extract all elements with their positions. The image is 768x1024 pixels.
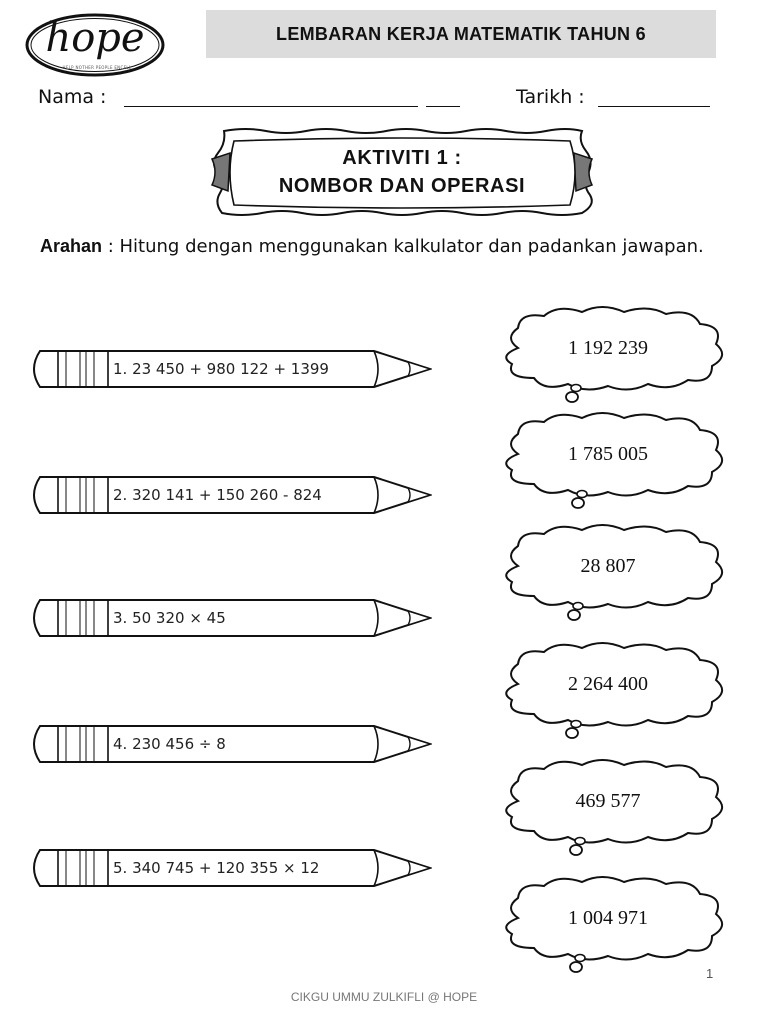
instruction-label: Arahan bbox=[40, 236, 103, 256]
question-4-text: 4. 230 456 ÷ 8 bbox=[113, 735, 226, 753]
question-pencil-2[interactable] bbox=[28, 475, 432, 519]
page-number: 1 bbox=[706, 966, 714, 981]
logo-tagline: HELP NOTHER PEOPLE ENCELL bbox=[62, 65, 132, 70]
logo-wordmark: hope bbox=[45, 15, 145, 61]
question-5-text: 5. 340 745 + 120 355 × 12 bbox=[113, 859, 320, 877]
answer-cloud-2[interactable] bbox=[498, 410, 730, 510]
hope-logo bbox=[24, 12, 166, 78]
date-line[interactable] bbox=[598, 106, 710, 107]
footer-credit: CIKGU UMMU ZULKIFLI @ HOPE bbox=[290, 990, 478, 1004]
worksheet-title: LEMBARAN KERJA MATEMATIK TAHUN 6 bbox=[276, 24, 646, 44]
date-label: Tarikh : bbox=[516, 86, 585, 108]
answer-cloud-4[interactable] bbox=[498, 640, 730, 740]
activity-topic: NOMBOR DAN OPERASI bbox=[278, 175, 526, 197]
question-pencil-3[interactable] bbox=[28, 598, 432, 642]
question-2-text: 2. 320 141 + 150 260 - 824 bbox=[113, 486, 322, 504]
answer-3-value: 28 807 bbox=[580, 555, 636, 577]
pencil-icon bbox=[28, 598, 432, 642]
answer-cloud-6[interactable] bbox=[498, 874, 730, 974]
answer-cloud-3[interactable] bbox=[498, 522, 730, 622]
answer-6-value: 1 004 971 bbox=[568, 907, 648, 929]
activity-number: AKTIVITI 1 : bbox=[342, 147, 462, 169]
pencil-icon bbox=[28, 724, 432, 768]
question-pencil-4[interactable] bbox=[28, 724, 432, 768]
question-1-text: 1. 23 450 + 980 122 + 1399 bbox=[113, 360, 329, 378]
banner-frame bbox=[206, 125, 598, 220]
answer-1-value: 1 192 239 bbox=[568, 337, 648, 359]
answer-5-value: 469 577 bbox=[575, 790, 641, 812]
name-line-extra[interactable] bbox=[426, 106, 460, 107]
question-pencil-5[interactable] bbox=[28, 848, 432, 892]
instruction-text: : Hitung dengan menggunakan kalkulator dan padankan jawapan. bbox=[102, 236, 704, 257]
instruction bbox=[40, 234, 740, 259]
answer-4-value: 2 264 400 bbox=[568, 673, 648, 695]
name-label: Nama : bbox=[38, 86, 107, 108]
answer-cloud-5[interactable] bbox=[498, 757, 730, 857]
name-line[interactable] bbox=[124, 106, 418, 107]
activity-banner bbox=[206, 125, 598, 220]
question-pencil-1[interactable] bbox=[28, 349, 432, 393]
question-3-text: 3. 50 320 × 45 bbox=[113, 609, 226, 627]
answer-2-value: 1 785 005 bbox=[568, 443, 648, 465]
answer-cloud-1[interactable] bbox=[498, 304, 730, 404]
worksheet-header bbox=[206, 10, 716, 58]
